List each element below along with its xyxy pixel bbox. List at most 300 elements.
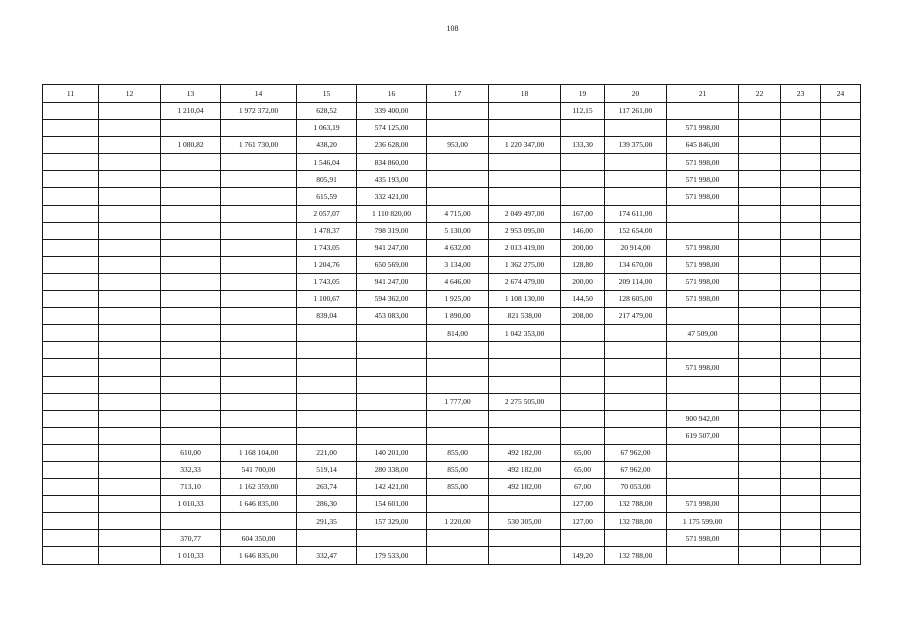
table-cell (561, 342, 605, 359)
table-cell (221, 359, 297, 376)
table-cell: 615,59 (297, 188, 357, 205)
table-cell: 492 182,00 (489, 444, 561, 461)
table-cell: 132 788,00 (605, 547, 667, 564)
table-cell (99, 513, 161, 530)
table-cell (489, 120, 561, 137)
table-cell: 67 962,00 (605, 444, 667, 461)
table-cell: 132 788,00 (605, 496, 667, 513)
table-cell: 140 201,00 (357, 444, 427, 461)
table-cell (99, 171, 161, 188)
table-cell: 139 375,00 (605, 137, 667, 154)
table-cell (781, 291, 821, 308)
table-cell: 263,74 (297, 479, 357, 496)
table-cell (781, 513, 821, 530)
table-cell (739, 393, 781, 410)
column-header: 20 (605, 85, 667, 103)
table-cell (99, 376, 161, 393)
table-cell (821, 496, 861, 513)
table-cell (221, 205, 297, 222)
table-cell: 571 998,00 (667, 188, 739, 205)
table-cell: 1 646 835,00 (221, 496, 297, 513)
table-cell (161, 513, 221, 530)
table-cell (221, 120, 297, 137)
table-cell (99, 308, 161, 325)
table-cell (43, 376, 99, 393)
table-cell (781, 444, 821, 461)
table-cell: 438,20 (297, 137, 357, 154)
table-cell (781, 410, 821, 427)
table-cell (821, 325, 861, 342)
table-cell (561, 376, 605, 393)
table-cell (221, 410, 297, 427)
table-cell: 200,00 (561, 239, 605, 256)
table-cell (561, 427, 605, 444)
table-cell (739, 188, 781, 205)
table-cell (781, 461, 821, 478)
table-row (43, 393, 861, 410)
table-cell: 154 601,00 (357, 496, 427, 513)
table-cell (99, 154, 161, 171)
table-cell (739, 222, 781, 239)
table-cell (357, 376, 427, 393)
table-cell: 144,50 (561, 291, 605, 308)
table-cell: 1 220,00 (427, 513, 489, 530)
table-cell (781, 171, 821, 188)
table-cell (781, 376, 821, 393)
table-cell (297, 410, 357, 427)
table-cell: 628,52 (297, 103, 357, 120)
table-cell (821, 154, 861, 171)
table-cell (821, 273, 861, 290)
table-cell (739, 103, 781, 120)
table-cell (43, 291, 99, 308)
page-number: 108 (446, 24, 459, 33)
table-cell: 128,80 (561, 256, 605, 273)
table-cell: 2 057,07 (297, 205, 357, 222)
table-cell (561, 171, 605, 188)
table-cell (561, 393, 605, 410)
table-cell (99, 325, 161, 342)
table-cell (427, 530, 489, 547)
table-cell (99, 273, 161, 290)
table-cell: 492 182,00 (489, 461, 561, 478)
table-cell (821, 376, 861, 393)
table-cell: 20 914,00 (605, 239, 667, 256)
table-cell (605, 410, 667, 427)
table-cell (561, 359, 605, 376)
table-cell: 594 362,00 (357, 291, 427, 308)
table-cell (821, 188, 861, 205)
table-cell: 953,00 (427, 137, 489, 154)
table-cell (605, 171, 667, 188)
table-cell (667, 461, 739, 478)
table-row (43, 103, 861, 120)
table-cell (161, 205, 221, 222)
table-cell: 132 788,00 (605, 513, 667, 530)
table-cell (99, 479, 161, 496)
table-row (43, 239, 861, 256)
table-cell: 134 670,00 (605, 256, 667, 273)
table-cell: 571 998,00 (667, 171, 739, 188)
table-cell (781, 496, 821, 513)
column-header: 14 (221, 85, 297, 103)
table-cell (739, 308, 781, 325)
table-cell (221, 342, 297, 359)
table-cell (427, 496, 489, 513)
column-header: 23 (781, 85, 821, 103)
table-cell: 571 998,00 (667, 120, 739, 137)
table-cell: 209 114,00 (605, 273, 667, 290)
table-row (43, 291, 861, 308)
table-cell (43, 256, 99, 273)
table-cell (221, 427, 297, 444)
table-cell: 834 860,00 (357, 154, 427, 171)
column-header: 24 (821, 85, 861, 103)
table-cell: 1 162 359,00 (221, 479, 297, 496)
table-cell: 149,20 (561, 547, 605, 564)
table-cell (161, 325, 221, 342)
table-cell (99, 120, 161, 137)
table-cell: 900 942,00 (667, 410, 739, 427)
table-cell (221, 239, 297, 256)
table-row (43, 188, 861, 205)
table-cell (161, 291, 221, 308)
table-cell (605, 359, 667, 376)
table-cell (821, 513, 861, 530)
table-cell: 4 632,00 (427, 239, 489, 256)
table-cell (43, 188, 99, 205)
table-cell: 370,77 (161, 530, 221, 547)
table-cell: 571 998,00 (667, 154, 739, 171)
table-cell (781, 359, 821, 376)
table-cell (739, 154, 781, 171)
table-cell (357, 359, 427, 376)
table-cell (297, 342, 357, 359)
table-row (43, 547, 861, 564)
table-cell (43, 154, 99, 171)
table-cell (43, 530, 99, 547)
table-cell (821, 137, 861, 154)
table-cell (739, 256, 781, 273)
table-cell (357, 410, 427, 427)
table-cell: 1 210,04 (161, 103, 221, 120)
table-cell (821, 291, 861, 308)
table-cell (221, 376, 297, 393)
table-cell (667, 103, 739, 120)
table-cell: 133,30 (561, 137, 605, 154)
table-cell (667, 342, 739, 359)
table-cell: 1 080,82 (161, 137, 221, 154)
table-cell (605, 325, 667, 342)
table-row (43, 171, 861, 188)
table-cell (489, 171, 561, 188)
table-cell: 2 013 419,00 (489, 239, 561, 256)
table-cell (667, 376, 739, 393)
table-cell: 713,10 (161, 479, 221, 496)
column-header: 17 (427, 85, 489, 103)
table-cell: 1 777,00 (427, 393, 489, 410)
table-cell: 236 628,00 (357, 137, 427, 154)
table-cell (489, 547, 561, 564)
column-header: 11 (43, 85, 99, 103)
table-cell: 435 193,00 (357, 171, 427, 188)
table-cell (739, 205, 781, 222)
table-cell (427, 188, 489, 205)
table-cell (821, 103, 861, 120)
table-cell (605, 376, 667, 393)
table-cell (43, 171, 99, 188)
table-cell (821, 222, 861, 239)
table-cell (161, 120, 221, 137)
table-cell (99, 427, 161, 444)
table-cell (357, 393, 427, 410)
table-cell (43, 342, 99, 359)
table-cell: 1 220 347,00 (489, 137, 561, 154)
table-cell: 65,00 (561, 461, 605, 478)
table-cell: 47 509,00 (667, 325, 739, 342)
table-cell (605, 427, 667, 444)
table-cell (99, 444, 161, 461)
table-cell (739, 461, 781, 478)
table-cell (739, 547, 781, 564)
table-cell: 941 247,00 (357, 273, 427, 290)
table-row (43, 256, 861, 273)
table-cell (821, 256, 861, 273)
table-row (43, 308, 861, 325)
table-cell (821, 308, 861, 325)
table-cell (221, 291, 297, 308)
table-cell (221, 308, 297, 325)
table-cell: 571 998,00 (667, 256, 739, 273)
table-cell: 291,35 (297, 513, 357, 530)
table-cell: 67,00 (561, 479, 605, 496)
table-cell (561, 188, 605, 205)
table-cell (221, 171, 297, 188)
table-cell (43, 359, 99, 376)
table-cell: 571 998,00 (667, 359, 739, 376)
table-cell: 70 053,00 (605, 479, 667, 496)
table-cell (605, 530, 667, 547)
table-cell: 117 261,00 (605, 103, 667, 120)
table-cell (489, 427, 561, 444)
table-row (43, 359, 861, 376)
table-cell (781, 137, 821, 154)
table-cell: 332,33 (161, 461, 221, 478)
table-cell (297, 427, 357, 444)
table-row (43, 205, 861, 222)
table-cell (781, 342, 821, 359)
table-cell: 821 538,00 (489, 308, 561, 325)
table-cell: 2 275 505,00 (489, 393, 561, 410)
table-cell (99, 342, 161, 359)
table-cell (781, 239, 821, 256)
table-cell (99, 410, 161, 427)
table-cell (427, 410, 489, 427)
table-cell (161, 154, 221, 171)
table-cell (561, 154, 605, 171)
table-cell (43, 427, 99, 444)
table-row (43, 427, 861, 444)
table-cell (561, 530, 605, 547)
table-cell (739, 427, 781, 444)
table-cell: 453 083,00 (357, 308, 427, 325)
table-cell (489, 376, 561, 393)
table-cell (667, 308, 739, 325)
table-cell: 127,00 (561, 496, 605, 513)
table-cell (161, 273, 221, 290)
table-cell (781, 154, 821, 171)
table-cell: 3 134,00 (427, 256, 489, 273)
table-cell (427, 120, 489, 137)
table-cell (821, 479, 861, 496)
table-cell: 855,00 (427, 479, 489, 496)
column-header: 21 (667, 85, 739, 103)
table-cell: 2 953 095,00 (489, 222, 561, 239)
table-cell (489, 188, 561, 205)
table-cell (821, 410, 861, 427)
table-cell (605, 120, 667, 137)
table-cell: 127,00 (561, 513, 605, 530)
table-cell: 530 305,00 (489, 513, 561, 530)
table-cell: 167,00 (561, 205, 605, 222)
table-cell: 805,91 (297, 171, 357, 188)
table-cell (489, 530, 561, 547)
table-cell (99, 496, 161, 513)
table-cell (43, 513, 99, 530)
table-cell: 179 533,00 (357, 547, 427, 564)
table-cell (781, 256, 821, 273)
table-cell (161, 376, 221, 393)
table-cell: 221,00 (297, 444, 357, 461)
table-cell (161, 342, 221, 359)
table-cell (781, 479, 821, 496)
table-cell (99, 530, 161, 547)
table-cell (427, 103, 489, 120)
table-cell (99, 547, 161, 564)
column-header: 12 (99, 85, 161, 103)
table-cell (561, 325, 605, 342)
table-cell: 855,00 (427, 461, 489, 478)
table-cell: 619 507,00 (667, 427, 739, 444)
table-cell (427, 376, 489, 393)
table-cell (821, 547, 861, 564)
table-cell (821, 171, 861, 188)
table-cell (821, 342, 861, 359)
table-cell (43, 444, 99, 461)
table-cell (489, 103, 561, 120)
table-cell (161, 359, 221, 376)
table-cell: 1 972 372,00 (221, 103, 297, 120)
table-cell (739, 513, 781, 530)
table-cell: 1 175 599,00 (667, 513, 739, 530)
table-cell (43, 205, 99, 222)
table-row (43, 496, 861, 513)
table-cell: 1 362 275,00 (489, 256, 561, 273)
table-cell: 604 350,00 (221, 530, 297, 547)
table-cell (739, 359, 781, 376)
table-cell (605, 342, 667, 359)
table-cell: 1 010,33 (161, 496, 221, 513)
table-row (43, 137, 861, 154)
table-cell (297, 359, 357, 376)
table-cell (43, 410, 99, 427)
table-cell (221, 188, 297, 205)
table-cell (739, 137, 781, 154)
table-cell (667, 222, 739, 239)
table-cell (561, 410, 605, 427)
table-cell: 1 743,05 (297, 273, 357, 290)
table-cell: 174 611,00 (605, 205, 667, 222)
table-cell: 1 108 130,00 (489, 291, 561, 308)
table-cell (821, 461, 861, 478)
table-row (43, 325, 861, 342)
table-cell (427, 171, 489, 188)
table-cell (161, 222, 221, 239)
table-cell: 112,15 (561, 103, 605, 120)
table-cell (357, 427, 427, 444)
table-cell: 814,00 (427, 325, 489, 342)
table-cell (739, 291, 781, 308)
table-cell (739, 479, 781, 496)
table-cell (161, 171, 221, 188)
table-cell: 339 400,00 (357, 103, 427, 120)
table-cell: 571 998,00 (667, 239, 739, 256)
table-cell: 1 110 820,00 (357, 205, 427, 222)
table-cell (781, 393, 821, 410)
table-cell (821, 530, 861, 547)
table-cell (221, 513, 297, 530)
table-cell (99, 256, 161, 273)
table-cell: 1 168 104,00 (221, 444, 297, 461)
table-cell (489, 410, 561, 427)
table-cell (667, 479, 739, 496)
table-cell: 4 715,00 (427, 205, 489, 222)
table-cell: 280 338,00 (357, 461, 427, 478)
column-header: 15 (297, 85, 357, 103)
table-row (43, 479, 861, 496)
table-cell (739, 273, 781, 290)
table-cell (427, 359, 489, 376)
table-cell (161, 188, 221, 205)
table-cell (739, 530, 781, 547)
table-cell (99, 188, 161, 205)
table-cell: 798 319,00 (357, 222, 427, 239)
table-cell (739, 376, 781, 393)
table-cell (43, 547, 99, 564)
table-cell (605, 393, 667, 410)
column-header: 22 (739, 85, 781, 103)
table-cell (221, 154, 297, 171)
table-cell (99, 393, 161, 410)
table-cell: 519,14 (297, 461, 357, 478)
table-cell (739, 171, 781, 188)
table-cell: 1 478,37 (297, 222, 357, 239)
table-cell: 146,00 (561, 222, 605, 239)
table-cell: 1 100,67 (297, 291, 357, 308)
table-cell (781, 222, 821, 239)
table-cell (667, 444, 739, 461)
table-cell (781, 325, 821, 342)
table-cell (489, 154, 561, 171)
table-cell (489, 342, 561, 359)
table-cell (357, 530, 427, 547)
table-row (43, 222, 861, 239)
table-row (43, 342, 861, 359)
table-cell: 645 846,00 (667, 137, 739, 154)
table-cell (297, 325, 357, 342)
table-cell (781, 547, 821, 564)
table-cell (161, 393, 221, 410)
